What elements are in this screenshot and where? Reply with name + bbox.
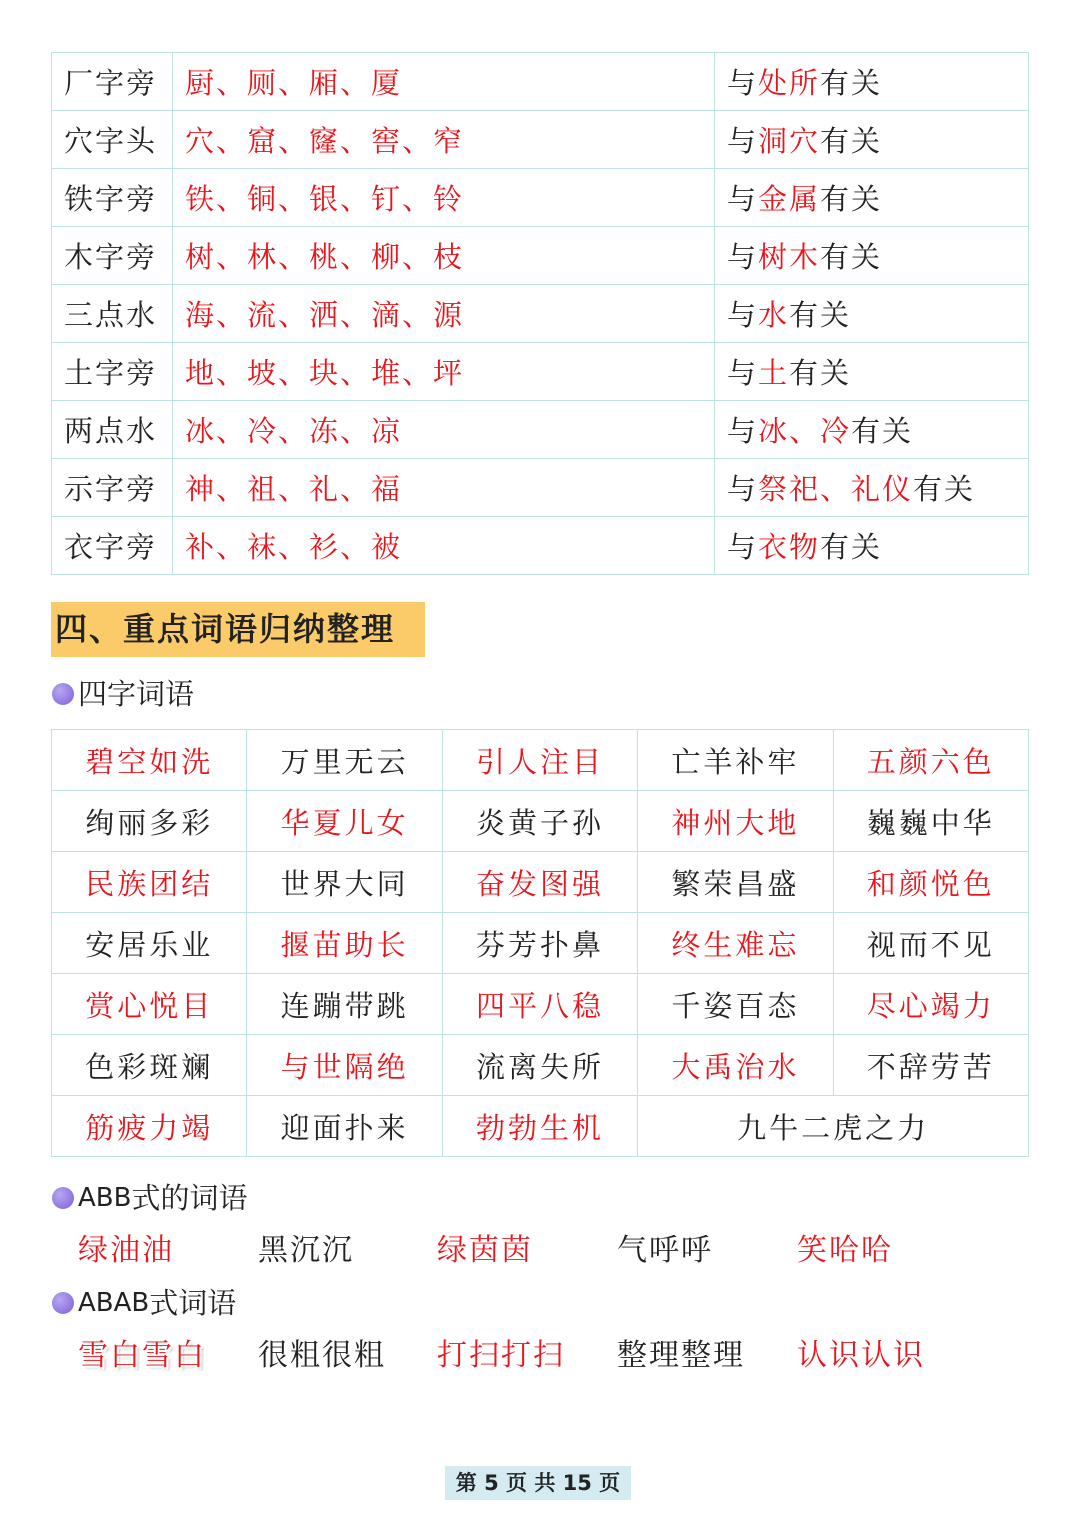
abb-word: 笑哈哈 bbox=[797, 1233, 893, 1268]
radical-meaning: 与金属有关 bbox=[715, 169, 1029, 227]
table-row bbox=[52, 852, 1029, 913]
idiom-cell: 连蹦带跳 bbox=[247, 974, 442, 1035]
radical-meaning: 与祭祀、礼仪有关 bbox=[715, 459, 1029, 517]
abab-word: 很粗很粗 bbox=[258, 1338, 386, 1373]
radical-examples: 铁、铜、银、钉、铃 bbox=[173, 169, 715, 227]
idiom-cell: 奋发图强 bbox=[442, 852, 637, 913]
idiom-cell: 千姿百态 bbox=[638, 974, 833, 1035]
radical-name: 衣字旁 bbox=[52, 517, 173, 575]
radical-examples: 树、林、桃、柳、枝 bbox=[173, 227, 715, 285]
idiom-cell: 繁荣昌盛 bbox=[638, 852, 833, 913]
idiom-cell: 大禹治水 bbox=[638, 1035, 833, 1096]
table-row bbox=[52, 459, 1029, 517]
idiom-cell: 终生难忘 bbox=[638, 913, 833, 974]
abab-word: 雪白雪白 bbox=[78, 1338, 206, 1373]
idiom-cell: 五颜六色 bbox=[833, 730, 1028, 791]
abab-word-row bbox=[0, 1334, 1080, 1378]
table-row bbox=[52, 517, 1029, 575]
radical-examples: 补、袜、衫、被 bbox=[173, 517, 715, 575]
idiom-cell: 世界大同 bbox=[247, 852, 442, 913]
table-row bbox=[52, 285, 1029, 343]
idiom-cell: 和颜悦色 bbox=[833, 852, 1028, 913]
abb-pattern-label: ABB bbox=[78, 1183, 132, 1213]
idiom-cell: 安居乐业 bbox=[52, 913, 247, 974]
idiom-cell-wide: 九牛二虎之力 bbox=[638, 1096, 1029, 1157]
radical-name: 铁字旁 bbox=[52, 169, 173, 227]
four-char-subheading bbox=[52, 676, 194, 712]
bullet-dot-icon bbox=[52, 1187, 74, 1209]
table-row bbox=[52, 913, 1029, 974]
idiom-cell: 民族团结 bbox=[52, 852, 247, 913]
radical-meaning: 与衣物有关 bbox=[715, 517, 1029, 575]
idiom-cell: 华夏儿女 bbox=[247, 791, 442, 852]
idiom-cell: 尽心竭力 bbox=[833, 974, 1028, 1035]
radical-examples: 神、祖、礼、福 bbox=[173, 459, 715, 517]
idiom-cell: 色彩斑斓 bbox=[52, 1035, 247, 1096]
idiom-cell: 炎黄子孙 bbox=[442, 791, 637, 852]
abb-word: 绿油油 bbox=[78, 1233, 174, 1268]
idiom-cell: 亡羊补牢 bbox=[638, 730, 833, 791]
abab-word: 打扫打扫 bbox=[437, 1338, 565, 1373]
abb-word: 黑沉沉 bbox=[258, 1233, 354, 1268]
abab-word: 认识认识 bbox=[797, 1338, 925, 1373]
radical-name: 三点水 bbox=[52, 285, 173, 343]
table-row bbox=[52, 1096, 1029, 1157]
abab-pattern-label: ABAB bbox=[78, 1288, 150, 1318]
idiom-cell: 迎面扑来 bbox=[247, 1096, 442, 1157]
section-heading: 四、重点词语归纳整理 bbox=[51, 602, 425, 657]
idiom-cell: 筋疲力竭 bbox=[52, 1096, 247, 1157]
table-row bbox=[52, 227, 1029, 285]
abab-subheading-label: 式词语 bbox=[149, 1286, 237, 1320]
radical-meaning: 与处所有关 bbox=[715, 53, 1029, 111]
abb-word-row bbox=[0, 1229, 1080, 1273]
bullet-dot-icon bbox=[52, 683, 74, 705]
radical-examples: 地、坡、块、堆、坪 bbox=[173, 343, 715, 401]
table-row bbox=[52, 111, 1029, 169]
table-row bbox=[52, 169, 1029, 227]
abab-word: 整理整理 bbox=[617, 1338, 745, 1373]
table-row bbox=[52, 1035, 1029, 1096]
radical-name: 土字旁 bbox=[52, 343, 173, 401]
radical-name: 厂字旁 bbox=[52, 53, 173, 111]
abab-subheading bbox=[52, 1285, 236, 1321]
idiom-cell: 四平八稳 bbox=[442, 974, 637, 1035]
idiom-cell: 绚丽多彩 bbox=[52, 791, 247, 852]
radical-meaning: 与水有关 bbox=[715, 285, 1029, 343]
table-row bbox=[52, 730, 1029, 791]
table-row bbox=[52, 401, 1029, 459]
idiom-cell: 不辞劳苦 bbox=[833, 1035, 1028, 1096]
radical-name: 示字旁 bbox=[52, 459, 173, 517]
idiom-cell: 与世隔绝 bbox=[247, 1035, 442, 1096]
abb-word: 绿茵茵 bbox=[437, 1233, 533, 1268]
idiom-cell: 芬芳扑鼻 bbox=[442, 913, 637, 974]
radical-table bbox=[51, 52, 1029, 575]
four-char-subheading-label: 四字词语 bbox=[78, 677, 195, 711]
radical-examples: 冰、冷、冻、凉 bbox=[173, 401, 715, 459]
radical-name: 穴字头 bbox=[52, 111, 173, 169]
radical-examples: 厨、厕、厢、厦 bbox=[173, 53, 715, 111]
abb-subheading-label: 式的词语 bbox=[131, 1181, 248, 1215]
idiom-cell: 赏心悦目 bbox=[52, 974, 247, 1035]
idiom-cell: 神州大地 bbox=[638, 791, 833, 852]
radical-meaning: 与洞穴有关 bbox=[715, 111, 1029, 169]
idiom-cell: 万里无云 bbox=[247, 730, 442, 791]
radical-examples: 穴、窟、窿、窖、窄 bbox=[173, 111, 715, 169]
idiom-cell: 勃勃生机 bbox=[442, 1096, 637, 1157]
abb-subheading bbox=[52, 1180, 247, 1216]
table-row bbox=[52, 974, 1029, 1035]
radical-name: 两点水 bbox=[52, 401, 173, 459]
idiom-cell: 流离失所 bbox=[442, 1035, 637, 1096]
abb-word: 气呼呼 bbox=[617, 1233, 713, 1268]
radical-meaning: 与土有关 bbox=[715, 343, 1029, 401]
radical-examples: 海、流、洒、滴、源 bbox=[173, 285, 715, 343]
page-indicator: 第 5 页 共 15 页 bbox=[445, 1466, 631, 1500]
idiom-cell: 视而不见 bbox=[833, 913, 1028, 974]
radical-meaning: 与冰、冷有关 bbox=[715, 401, 1029, 459]
table-row bbox=[52, 343, 1029, 401]
idiom-cell: 揠苗助长 bbox=[247, 913, 442, 974]
table-row bbox=[52, 791, 1029, 852]
bullet-dot-icon bbox=[52, 1292, 74, 1314]
idiom-table bbox=[51, 729, 1029, 1157]
idiom-cell: 引人注目 bbox=[442, 730, 637, 791]
idiom-cell: 碧空如洗 bbox=[52, 730, 247, 791]
table-row bbox=[52, 53, 1029, 111]
idiom-cell: 巍巍中华 bbox=[833, 791, 1028, 852]
radical-name: 木字旁 bbox=[52, 227, 173, 285]
radical-meaning: 与树木有关 bbox=[715, 227, 1029, 285]
